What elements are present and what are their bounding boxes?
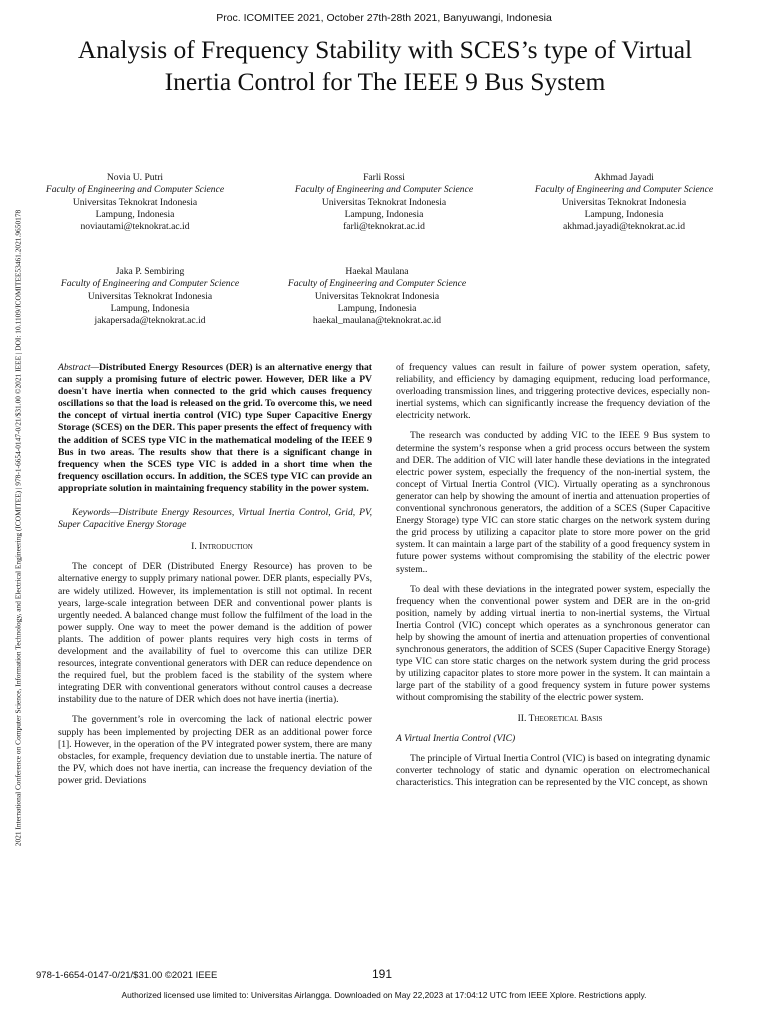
paragraph: The concept of DER (Distributed Energy Resource) has proven to be alternative energy to supply primary national power. DER plants, especially PVs, are widely utilized. However, its implementation is still not optimal. In recent years, large-scale integration between DER and conventional power plants is urgently needed. A balanced change must follow the fulfilment of the load in the power supply. One way to meet the power demand is the addition of power plants. The addition of power plants requires very high costs in terms of development and the availability of fuel to overcome this can utilize DER resources, integrate conventional generators with DER can reduce dependence on the required fuel, but the problem faced is the stability of the system where integrating DER with conventional generators without control causes a decrease instability due to the nature of DER which does not have inertia (inertia). [58, 561, 372, 706]
author-affiliation: Faculty of Engineering and Computer Science [60, 278, 240, 290]
side-citation-text: 2021 International Conference on Computer Science, Information Technology, and Electrical Engineering (ICOMITEE) | 978-1-6654-0147-0/21/$31.00 ©2021 IEEE | DOI: 10.1109/ICOMITEE53461.2021.9650178 [13, 209, 23, 847]
subsection-heading: A Virtual Inertia Control (VIC) [396, 732, 516, 744]
right-column [396, 362, 710, 797]
author-name: Jaka P. Sembiring [115, 266, 185, 277]
page-number: 191 [372, 967, 393, 981]
author-affiliation: Faculty of Engineering and Computer Science [294, 184, 474, 196]
abstract [58, 362, 372, 495]
abstract-text: Distributed Energy Resources (DER) is an alternative energy that can supply a promising future of electric power. However, DER like a PV doesn't have inertia when connected to the grid which causes frequency oscillations so that the load is released on the grid. To overcome this, we need the concept of virtual inertia control (VIC) type Super Capacitive Energy Storage (SCES) on the DER. This paper presents the effect of frequency with the addition of SCES type VIC in the mathematical modeling of the IEEE 9 Bus in two areas. The results show that there is a significant change in frequency when the SCES type VIC is added in a short time when the frequency oscillation occurs. In addition, the SCES type VIC can provide an appropriate solution in maintaining frequency stability in the power system. [58, 362, 373, 494]
paragraph: The government’s role in overcoming the lack of national electric power supply has been implemented by projecting DER as an additional power force [1]. However, in the operation of the PV integrated power system, there are many obstacles, for example, frequency deviation due to unstable inertia. The nature of the PV, which does not have inertia, can increase the frequency deviation of the power grid. Deviations [58, 714, 372, 786]
author-block [262, 266, 492, 327]
proceedings-header: Proc. ICOMITEE 2021, October 27th-28th 2021, Banyuwangi, Indonesia [216, 12, 552, 24]
author-name: Novia U. Putri [106, 172, 164, 183]
section-heading-theoretical-basis: II. Theoretical Basis [517, 712, 603, 724]
author-location: Lampung, Indonesia [95, 208, 175, 220]
authorized-use-notice: Authorized licensed use limited to: Universitas Airlangga. Downloaded on May 22,2023 at 17:04:12 UTC from IEEE Xplore. Restrictions apply. [121, 990, 647, 1000]
author-affiliation: Faculty of Engineering and Computer Science [287, 278, 467, 290]
author-university: Universitas Teknokrat Indonesia [561, 196, 687, 208]
paragraph: of frequency values can result in failure of power system operation, safety, reliability, and efficiency by damaging equipment, reducing load performance, overloading transmission lines, and triggering protective devices, especially non-inertial systems, which can significantly increase the frequency deviation of the electricity network. [396, 362, 710, 422]
author-block [269, 172, 499, 233]
author-name: Farli Rossi [363, 172, 405, 183]
abstract-label: Abstract— [58, 362, 100, 373]
author-email: akhmad.jayadi@teknokrat.ac.id [562, 221, 686, 233]
author-location: Lampung, Indonesia [110, 302, 190, 314]
paragraph: To deal with these deviations in the integrated power system, especially the frequency when the conventional power system and DER are in the on-grid position, namely by adding virtual inertia to non-inertial systems, the Virtual Inertia Control (VIC) concept which operates as a synchronous generator can help by showing the amount of inertia and attenuation properties of conventional synchronous generators, the addition of SCES (Super Capacitive Energy Storage) type VIC can store static charges on the network system during the grid process by utilizing capacitor plates to store more power in the system. It can maintain a large part of the stability of a good frequency system in future power systems without compromising the stability of the electric power system. [396, 583, 710, 704]
section-heading-introduction: I. Introduction [191, 541, 253, 553]
author-block [509, 172, 739, 233]
author-name: Akhmad Jayadi [594, 172, 654, 183]
author-email: farli@teknokrat.ac.id [343, 221, 425, 233]
author-university: Universitas Teknokrat Indonesia [314, 290, 440, 302]
author-name: Haekal Maulana [345, 266, 409, 277]
author-university: Universitas Teknokrat Indonesia [321, 196, 447, 208]
author-university: Universitas Teknokrat Indonesia [72, 196, 198, 208]
paragraph: The research was conducted by adding VIC to the IEEE 9 Bus system to determine the system’s response when a grid process occurs between the system and DER. The addition of VIC will later handle these deviations in the integrated electric power system, especially the frequency of the non-inertial system, the concept of Virtual Inertia Control (VIC). Virtually operating as a synchronous generator can help by showing the amount of inertia and attenuation properties of conventional synchronous generators, the addition of a SCES (Super Capacitive Energy Storage) type VIC can store static charges on the network system during the grid process by utilizing a capacitor plate to store more power on the grid system. It can maintain a large part of the stability of a good frequency system in future power systems without compromising the stability of the electric power system.. [396, 430, 710, 575]
left-column [58, 362, 372, 795]
author-location: Lampung, Indonesia [337, 302, 417, 314]
paragraph: The principle of Virtual Inertia Control (VIC) is based on integrating dynamic converter technology of static and dynamic operation on electromechanical characteristics. This integration can be represented by the VIC concept, as shown [396, 752, 710, 788]
paper-title: Analysis of Frequency Stability with SCES’s type of Virtual Inertia Control for The IEEE 9 Bus System [77, 35, 693, 96]
author-block [20, 172, 250, 233]
author-email: noviautami@teknokrat.ac.id [80, 221, 190, 233]
author-university: Universitas Teknokrat Indonesia [87, 290, 213, 302]
author-location: Lampung, Indonesia [344, 208, 424, 220]
author-affiliation: Faculty of Engineering and Computer Science [534, 184, 714, 196]
author-block [35, 266, 265, 327]
author-affiliation: Faculty of Engineering and Computer Science [45, 184, 225, 196]
keywords: Keywords—Distribute Energy Resources, Virtual Inertia Control, Grid, PV, Super Capacitive Energy Storage [58, 507, 372, 531]
author-email: haekal_maulana@teknokrat.ac.id [312, 315, 442, 327]
author-location: Lampung, Indonesia [584, 208, 664, 220]
author-email: jakapersada@teknokrat.ac.id [94, 315, 206, 327]
footer-isbn: 978-1-6654-0147-0/21/$31.00 ©2021 IEEE [36, 970, 218, 981]
